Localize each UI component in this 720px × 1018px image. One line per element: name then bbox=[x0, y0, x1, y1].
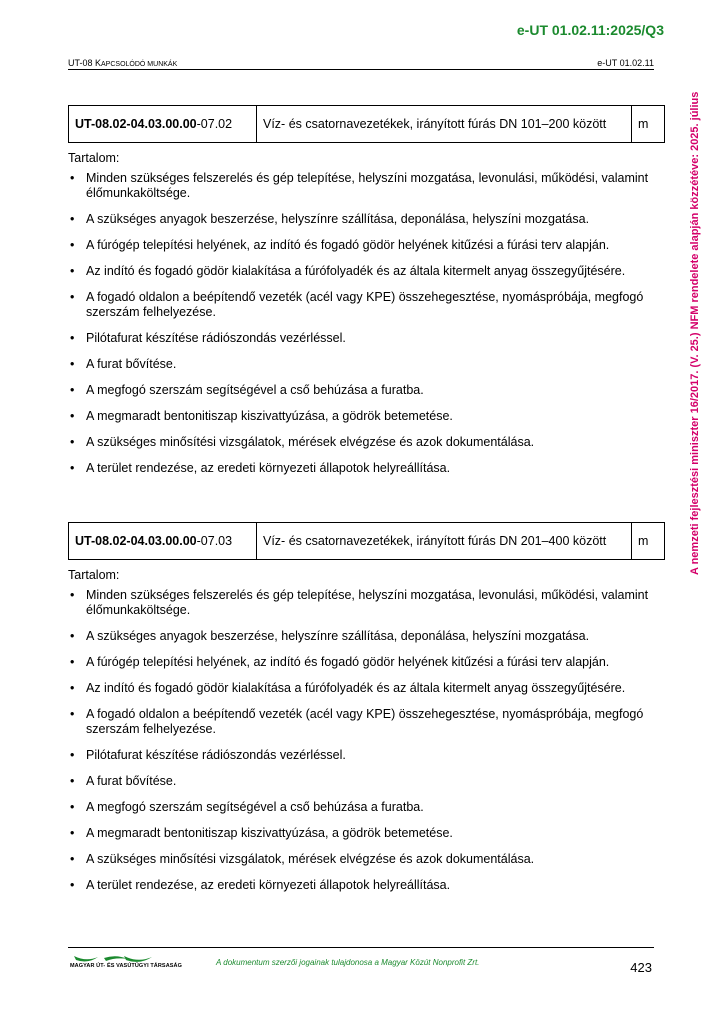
running-header-left bbox=[68, 58, 177, 68]
list-item bbox=[68, 383, 668, 398]
society-logo-text: MAGYAR ÚT- ÉS VASÚTÜGYI TÁRSASÁG bbox=[70, 963, 182, 969]
list-item bbox=[68, 707, 668, 737]
list-item-text: A furat bővítése. bbox=[86, 774, 177, 788]
list-item bbox=[68, 212, 668, 227]
item-code-suffix: -07.03 bbox=[196, 534, 233, 548]
list-item-text: Pilótafurat készítése rádiószondás vezérléssel. bbox=[86, 331, 346, 345]
list-item bbox=[68, 264, 668, 279]
item-header-table bbox=[68, 522, 665, 560]
item-section-1 bbox=[68, 105, 668, 487]
copyright-note: A dokumentum szerzői jogainak tulajdonosa a Magyar Közút Nonprofit Zrt. bbox=[216, 958, 480, 967]
item-code-bold: UT-08.02-04.03.00.00 bbox=[75, 117, 197, 131]
item-header-table bbox=[68, 105, 665, 143]
list-item bbox=[68, 171, 668, 201]
list-item-text: A terület rendezése, az eredeti környezeti állapotok helyreállítása. bbox=[86, 878, 451, 892]
list-item-text: Minden szükséges felszerelés és gép telepítése, helyszíni mozgatása, levonulási, működési, valamint élőmunkaköltsége. bbox=[86, 171, 649, 200]
list-item bbox=[68, 331, 668, 346]
content-list bbox=[68, 588, 668, 893]
side-publication-note: A nemzeti fejlesztési miniszter 16/2017. (V. 25.) NFM rendelete alapján közzétéve: 2025. július bbox=[689, 91, 701, 575]
list-item bbox=[68, 238, 668, 253]
bullet-icon: • bbox=[70, 171, 75, 185]
list-item-text: A megfogó szerszám segítségével a cső behúzása a furatba. bbox=[86, 800, 424, 814]
item-code-bold: UT-08.02-04.03.00.00 bbox=[75, 534, 197, 548]
list-item-text: A szükséges minősítési vizsgálatok, mérések elvégzése és azok dokumentálása. bbox=[86, 435, 535, 449]
bullet-icon: • bbox=[70, 655, 75, 669]
list-item bbox=[68, 826, 668, 841]
list-item bbox=[68, 357, 668, 372]
list-item bbox=[68, 655, 668, 670]
bullet-icon: • bbox=[70, 588, 75, 602]
list-item bbox=[68, 629, 668, 644]
list-item-text: A fogadó oldalon a beépítendő vezeték (acél vagy KPE) összehegesztése, nyomáspróbája, megfogó szerszám felhelyezése. bbox=[86, 707, 644, 736]
item-code bbox=[69, 106, 257, 143]
list-item-text: A megmaradt bentonitiszap kiszivattyúzása, a gödrök betemetése. bbox=[86, 826, 453, 840]
content-list bbox=[68, 171, 668, 476]
list-item bbox=[68, 409, 668, 424]
page-number: 423 bbox=[630, 960, 652, 975]
bullet-icon: • bbox=[70, 681, 75, 695]
list-item bbox=[68, 748, 668, 763]
bullet-icon: • bbox=[70, 461, 75, 475]
list-item-text: A szükséges anyagok beszerzése, helyszínre szállítása, deponálása, helyszíni mozgatása. bbox=[86, 629, 590, 643]
list-item-text: A szükséges anyagok beszerzése, helyszínre szállítása, deponálása, helyszíni mozgatása. bbox=[86, 212, 590, 226]
list-item bbox=[68, 774, 668, 789]
list-item-text: A megfogó szerszám segítségével a cső behúzása a furatba. bbox=[86, 383, 424, 397]
list-item-text: A fogadó oldalon a beépítendő vezeték (acél vagy KPE) összehegesztése, nyomáspróbája, megfogó szerszám felhelyezése. bbox=[86, 290, 644, 319]
list-item-text: A megmaradt bentonitiszap kiszivattyúzása, a gödrök betemetése. bbox=[86, 409, 453, 423]
list-item bbox=[68, 681, 668, 696]
list-item-text: A fúrógép telepítési helyének, az indító és fogadó gödör helyének kitűzési a fúrási terv alapján. bbox=[86, 655, 610, 669]
header-left-prefix: UT-08 K bbox=[68, 58, 102, 68]
bullet-icon: • bbox=[70, 331, 75, 345]
list-item-text: A fúrógép telepítési helyének, az indító és fogadó gödör helyének kitűzési a fúrási terv alapján. bbox=[86, 238, 610, 252]
list-item bbox=[68, 435, 668, 450]
item-code bbox=[69, 523, 257, 560]
item-section-2 bbox=[68, 522, 668, 904]
list-item-text: Minden szükséges felszerelés és gép telepítése, helyszíni mozgatása, levonulási, működési, valamint élőmunkaköltsége. bbox=[86, 588, 649, 617]
item-unit: m bbox=[632, 523, 665, 560]
list-item bbox=[68, 290, 668, 320]
content-label: Tartalom: bbox=[68, 151, 120, 165]
item-description: Víz- és csatornavezetékek, irányított fúrás DN 101–200 között bbox=[257, 106, 632, 143]
bullet-icon: • bbox=[70, 212, 75, 226]
bullet-icon: • bbox=[70, 878, 75, 892]
item-description: Víz- és csatornavezetékek, irányított fúrás DN 201–400 között bbox=[257, 523, 632, 560]
list-item-text: Pilótafurat készítése rádiószondás vezérléssel. bbox=[86, 748, 346, 762]
bullet-icon: • bbox=[70, 383, 75, 397]
header-rule bbox=[68, 69, 654, 70]
footer-rule bbox=[68, 947, 654, 948]
bullet-icon: • bbox=[70, 707, 75, 721]
bullet-icon: • bbox=[70, 774, 75, 788]
bullet-icon: • bbox=[70, 435, 75, 449]
list-item bbox=[68, 878, 668, 893]
list-item bbox=[68, 461, 668, 476]
item-unit: m bbox=[632, 106, 665, 143]
header-left-rest: APCSOLÓDÓ MUNKÁK bbox=[101, 61, 178, 68]
content-label: Tartalom: bbox=[68, 568, 120, 582]
list-item bbox=[68, 588, 668, 618]
bullet-icon: • bbox=[70, 748, 75, 762]
bullet-icon: • bbox=[70, 357, 75, 371]
bullet-icon: • bbox=[70, 409, 75, 423]
list-item-text: A furat bővítése. bbox=[86, 357, 177, 371]
bullet-icon: • bbox=[70, 852, 75, 866]
bullet-icon: • bbox=[70, 238, 75, 252]
bullet-icon: • bbox=[70, 826, 75, 840]
document-code: e-UT 01.02.11:2025/Q3 bbox=[516, 22, 664, 38]
list-item-text: A terület rendezése, az eredeti környezeti állapotok helyreállítása. bbox=[86, 461, 451, 475]
item-code-suffix: -07.02 bbox=[196, 117, 233, 131]
bullet-icon: • bbox=[70, 290, 75, 304]
bullet-icon: • bbox=[70, 629, 75, 643]
list-item-text: Az indító és fogadó gödör kialakítása a fúrófolyadék és az általa kitermelt anyag összegyűjtésére. bbox=[86, 264, 626, 278]
list-item-text: A szükséges minősítési vizsgálatok, mérések elvégzése és azok dokumentálása. bbox=[86, 852, 535, 866]
list-item-text: Az indító és fogadó gödör kialakítása a fúrófolyadék és az általa kitermelt anyag összegyűjtésére. bbox=[86, 681, 626, 695]
bullet-icon: • bbox=[70, 264, 75, 278]
list-item bbox=[68, 852, 668, 867]
list-item bbox=[68, 800, 668, 815]
bullet-icon: • bbox=[70, 800, 75, 814]
running-header-right: e-UT 01.02.11 bbox=[597, 58, 654, 68]
